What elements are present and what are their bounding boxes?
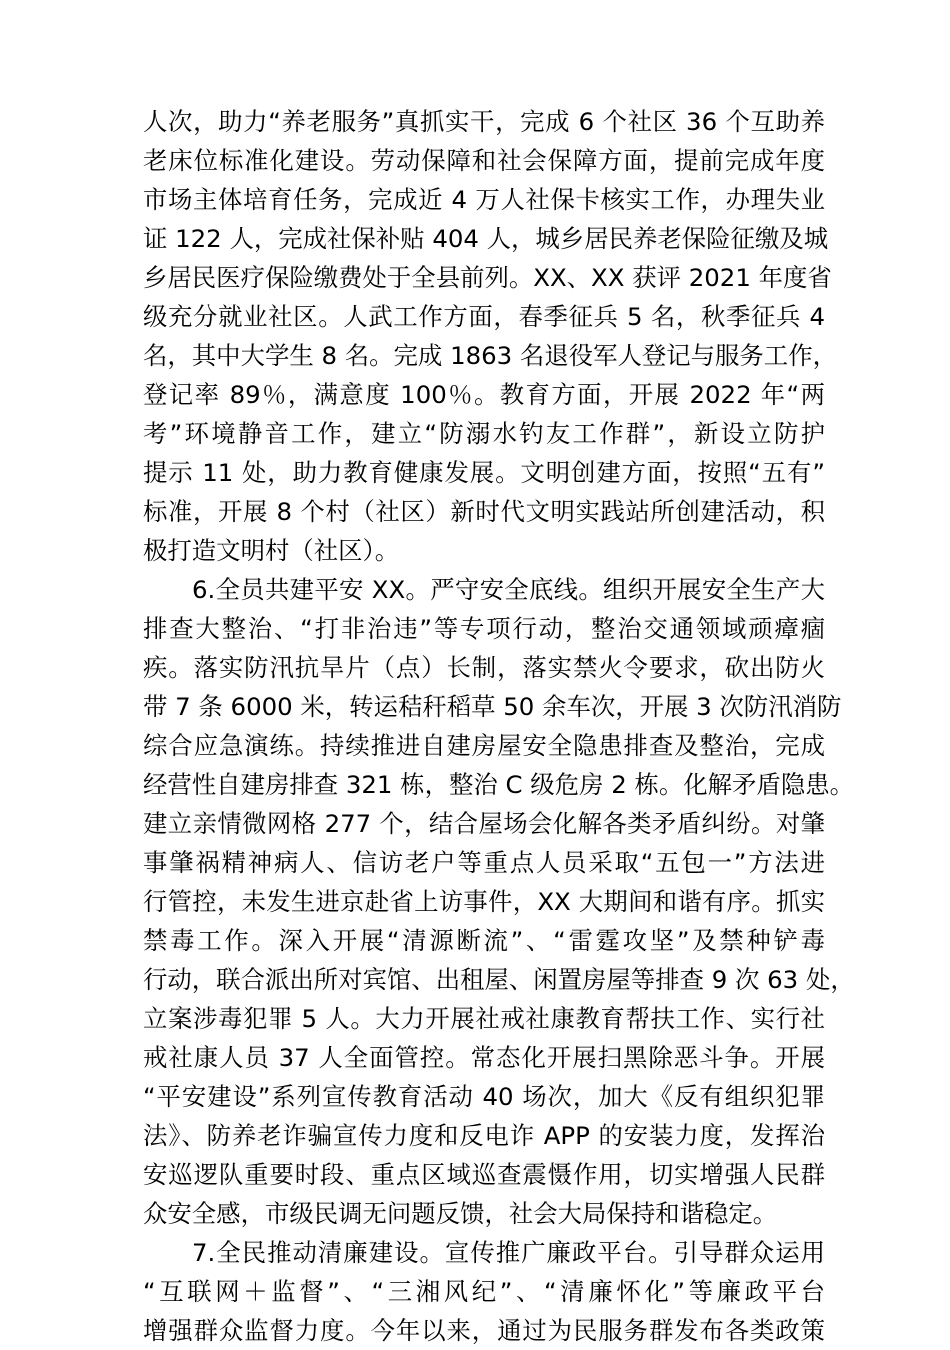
text-line: 戒社康人员 37 人全面管控。常态化开展扫黑除恶斗争。开展 xyxy=(143,1043,825,1072)
text-line: 带 7 条 6000 米，转运秸秆稻草 50 余车次，开展 3 次防汛消防 xyxy=(143,692,842,721)
text-line: 众安全感，市级民调无问题反馈，社会大局保持和谐稳定。 xyxy=(143,1199,778,1228)
text-line: 禁毒工作。深入开展“清源断流”、“雷霆攻坚”及禁种铲毒 xyxy=(143,926,825,955)
text-line: 名，其中大学生 8 名。完成 1863 名退役军人登记与服务工作， xyxy=(143,341,837,370)
text-line: 立案涉毒犯罪 5 人。大力开展社戒社康教育帮扶工作、实行社 xyxy=(143,1004,825,1033)
text-line: 提示 11 处，助力教育健康发展。文明创建方面，按照“五有” xyxy=(143,458,825,487)
text-line: 事肇祸精神病人、信访老户等重点人员采取“五包一”方法进 xyxy=(143,848,825,877)
text-line: 安巡逻队重要时段、重点区域巡查震慑作用，切实增强人民群 xyxy=(143,1160,825,1189)
text-line: 行动，联合派出所对宾馆、出租屋、闲置房屋等排查 9 次 63 处， xyxy=(143,965,855,994)
text-line: 疾。落实防汛抗旱片（点）长制，落实禁火令要求，砍出防火 xyxy=(143,653,825,682)
text-line: 综合应急演练。持续推进自建房屋安全隐患排查及整治，完成 xyxy=(143,731,825,760)
text-line: 登记率 89％，满意度 100％。教育方面，开展 2022 年“两 xyxy=(143,380,825,409)
text-line: 考”环境静音工作，建立“防溺水钓友工作群”，新设立防护 xyxy=(143,419,825,448)
text-line: 极打造文明村（社区）。 xyxy=(143,536,400,565)
text-line: 老床位标准化建设。劳动保障和社会保障方面，提前完成年度 xyxy=(143,146,825,175)
text-line: “平安建设”系列宣传教育活动 40 场次，加大《反有组织犯罪 xyxy=(143,1082,825,1111)
section-heading-line: 7.全民推动清廉建设。宣传推广廉政平台。引导群众运用 xyxy=(192,1238,825,1267)
text-line: 人次，助力“养老服务”真抓实干，完成 6 个社区 36 个互助养 xyxy=(143,107,825,136)
text-line: 证 122 人，完成社保补贴 404 人，城乡居民养老保险征缴及城 xyxy=(143,224,829,253)
text-line: 排查大整治、“打非治违”等专项行动，整治交通领域顽瘴痼 xyxy=(143,614,825,643)
text-line: 标准，开展 8 个村（社区）新时代文明实践站所创建活动，积 xyxy=(143,497,825,526)
text-line: 经营性自建房排查 321 栋，整治 C 级危房 2 栋。化解矛盾隐患。 xyxy=(143,770,854,799)
text-line: 乡居民医疗保险缴费处于全县前列。XX、XX 获评 2021 年度省 xyxy=(143,263,832,292)
text-line: 法》、防养老诈骗宣传力度和反电诈 APP 的安装力度，发挥治 xyxy=(143,1121,825,1150)
section-heading-line: 6.全员共建平安 XX。严守安全底线。组织开展安全生产大 xyxy=(192,575,825,604)
text-line: 市场主体培育任务，完成近 4 万人社保卡核实工作，办理失业 xyxy=(143,185,825,214)
text-line: 增强群众监督力度。今年以来，通过为民服务群发布各类政策 xyxy=(143,1316,825,1345)
text-line: 级充分就业社区。人武工作方面，春季征兵 5 名，秋季征兵 4 xyxy=(143,302,825,331)
body-text xyxy=(143,102,855,1350)
text-line: 行管控，未发生进京赴省上访事件，XX 大期间和谐有序。抓实 xyxy=(143,887,825,916)
text-line: “互联网＋监督”、“三湘风纪”、“清廉怀化”等廉政平台 xyxy=(143,1277,825,1306)
text-line: 建立亲情微网格 277 个，结合屋场会化解各类矛盾纠纷。对肇 xyxy=(143,809,825,838)
